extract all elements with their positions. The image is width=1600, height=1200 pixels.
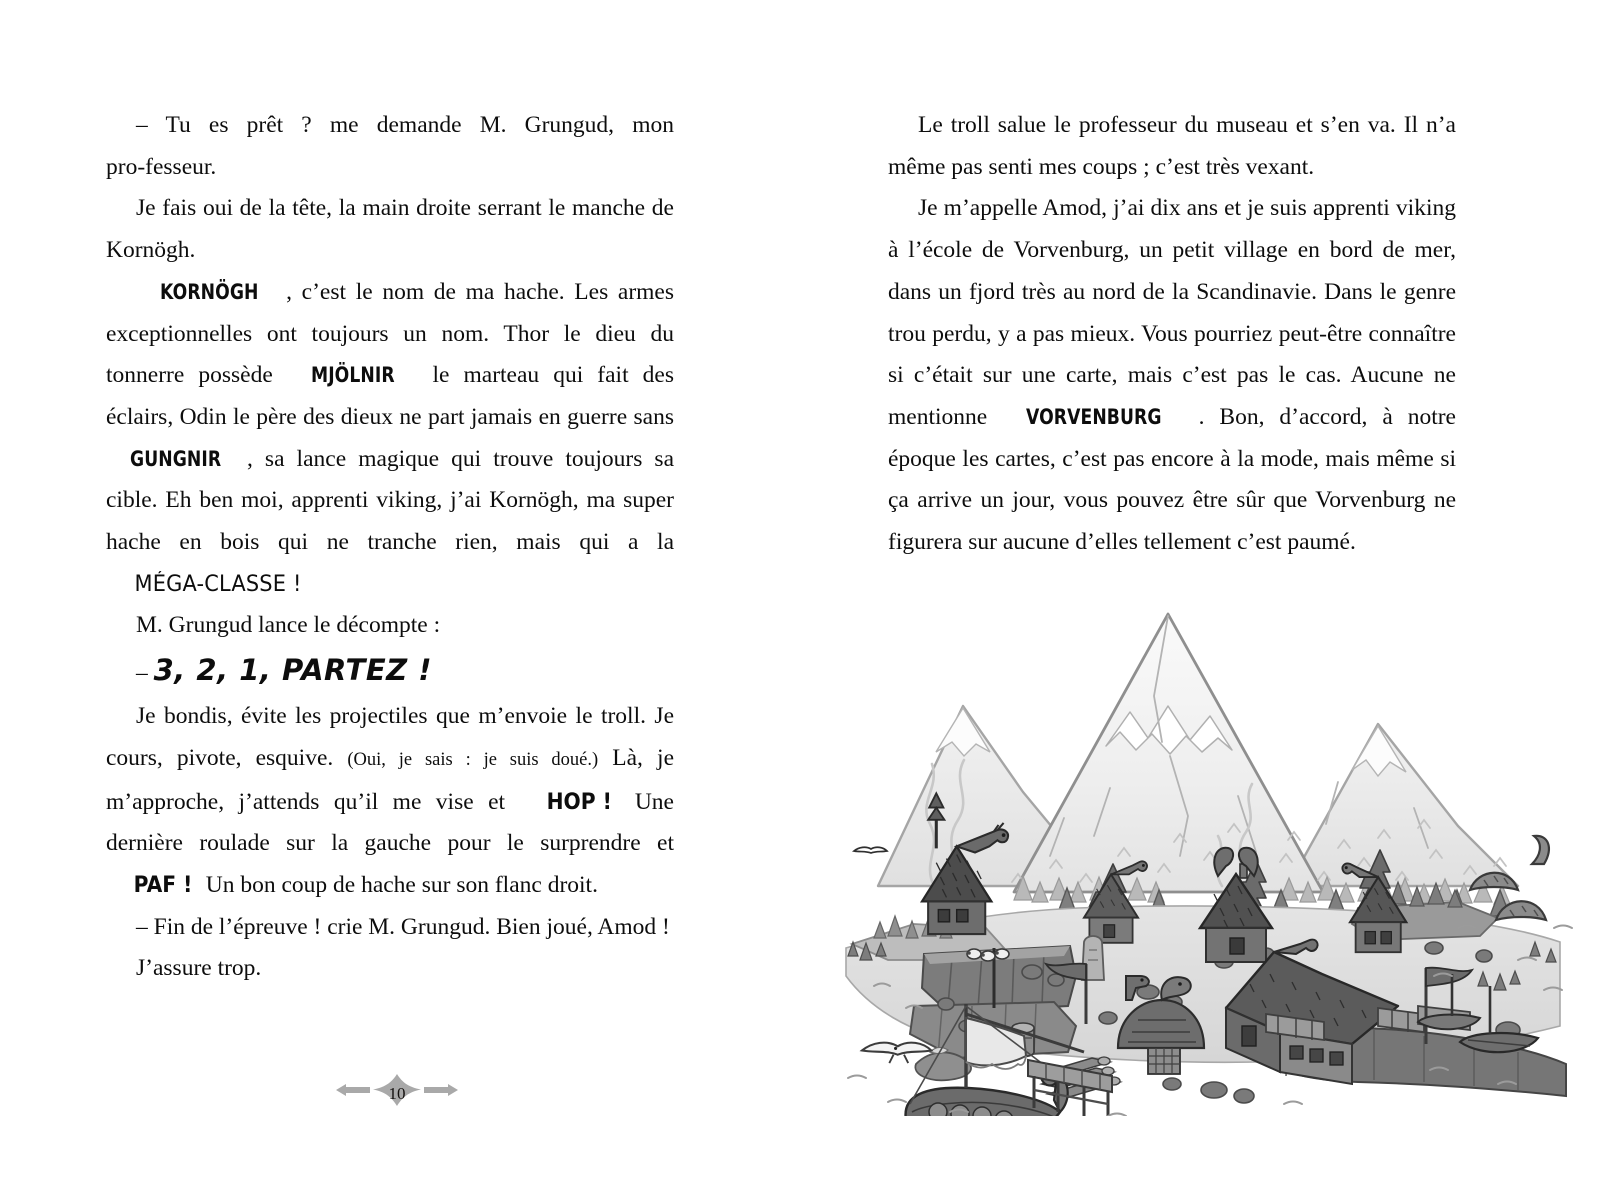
paragraph-r2 — [888, 188, 1456, 563]
place-name-vorvenburg: VORVENBURG — [1026, 404, 1162, 430]
livestock — [967, 949, 1009, 961]
text-run: Je m’appelle Amod, j’ai dix ans et je suis apprenti viking à l’école de Vorvenburg, un petit village en bord de mer, dans un fjord très au nord de la Scandinavie. Dans le genre trou perdu, y a pas mieux. Vous pourriez peut-être connaître si c’était sur une carte, mais c’est pas le cas. Aucune ne mentionne — [888, 195, 1456, 430]
dialogue-dash: – — [136, 660, 148, 687]
text-run: Je fais oui de la tête, la main droite serrant le manche de Kornögh. — [106, 195, 674, 264]
paragraph-p2 — [106, 188, 674, 271]
paragraph-p7 — [106, 907, 674, 949]
text-run: – Fin de l’épreuve ! crie M. Grungud. Bien joué, Amod ! — [136, 913, 670, 940]
text-run: – Tu es prêt ? me demande M. Grungud, mon pro‑fesseur. — [106, 112, 674, 180]
weapon-name-mjolnir: MJÖLNIR — [310, 363, 395, 389]
paragraph-p1 — [106, 105, 674, 188]
text-run: Un bon coup de hache sur son flanc droit. — [199, 871, 598, 898]
page-folio — [326, 1068, 468, 1112]
paragraph-p4 — [106, 605, 674, 647]
emphasis-mega-classe: MÉGA-CLASSE ! — [134, 571, 302, 597]
left-text-column — [106, 105, 674, 990]
text-run: . Bon, d’accord, à notre époque les cartes, c’est pas encore à la mode, mais même si ça arrive un jour, vous pouvez être sûr que Vorvenburg ne figurera sur aucune d’elles tellement c’est paumé. — [888, 403, 1456, 556]
sound-effect-paf: PAF ! — [133, 872, 193, 898]
text-run: le marteau qui fait des éclairs, Odin le père des dieux ne part jamais en guerre sans — [106, 362, 674, 430]
text-run: M. Grungud lance le décompte : — [136, 612, 441, 639]
text-run: , sa lance magique qui trouve toujours sa cible. Eh ben moi, apprenti viking, j’ai Kornögh, ma super hache en bois qui ne tranche rien, mais qui a la — [106, 445, 674, 556]
countdown-shout-line — [106, 647, 674, 696]
paragraph-p6 — [106, 696, 674, 907]
text-run: Là, je m’approche, j’attends qu’il me vise et — [106, 744, 674, 815]
text-run: Une dernière roulade sur la gauche pour le surprendre et — [106, 788, 674, 857]
countdown-shout: 3, 2, 1, PARTEZ ! — [153, 653, 433, 688]
text-run: Le troll salue le professeur du museau et s’en va. Il n’a même pas senti mes coups ; c’est très vexant. — [888, 112, 1456, 180]
parenthetical-aside: (Oui, je sais : je suis doué.) — [347, 749, 599, 770]
text-run: J’assure trop. — [136, 955, 262, 982]
paragraph-p8 — [106, 948, 674, 990]
text-run: Je bondis, évite les projectiles que m’envoie le troll. Je cours, pivote, esquive. — [106, 703, 674, 771]
text-run: , c’est le nom de ma hache. Les armes exceptionnelles ont toujours un nom. Thor le dieu du tonnerre possède — [106, 278, 674, 389]
weapon-name-kornogh: KORNÖGH — [160, 279, 259, 305]
sound-effect-hop: HOP ! — [547, 789, 613, 815]
paragraph-r1 — [888, 105, 1456, 188]
page-number: 10 — [388, 1084, 406, 1103]
paragraph-p3 — [106, 272, 674, 606]
weapon-name-gungnir: GUNGNIR — [130, 446, 222, 472]
vorvenburg-village-illustration — [818, 556, 1588, 1116]
right-text-column — [888, 105, 1456, 564]
